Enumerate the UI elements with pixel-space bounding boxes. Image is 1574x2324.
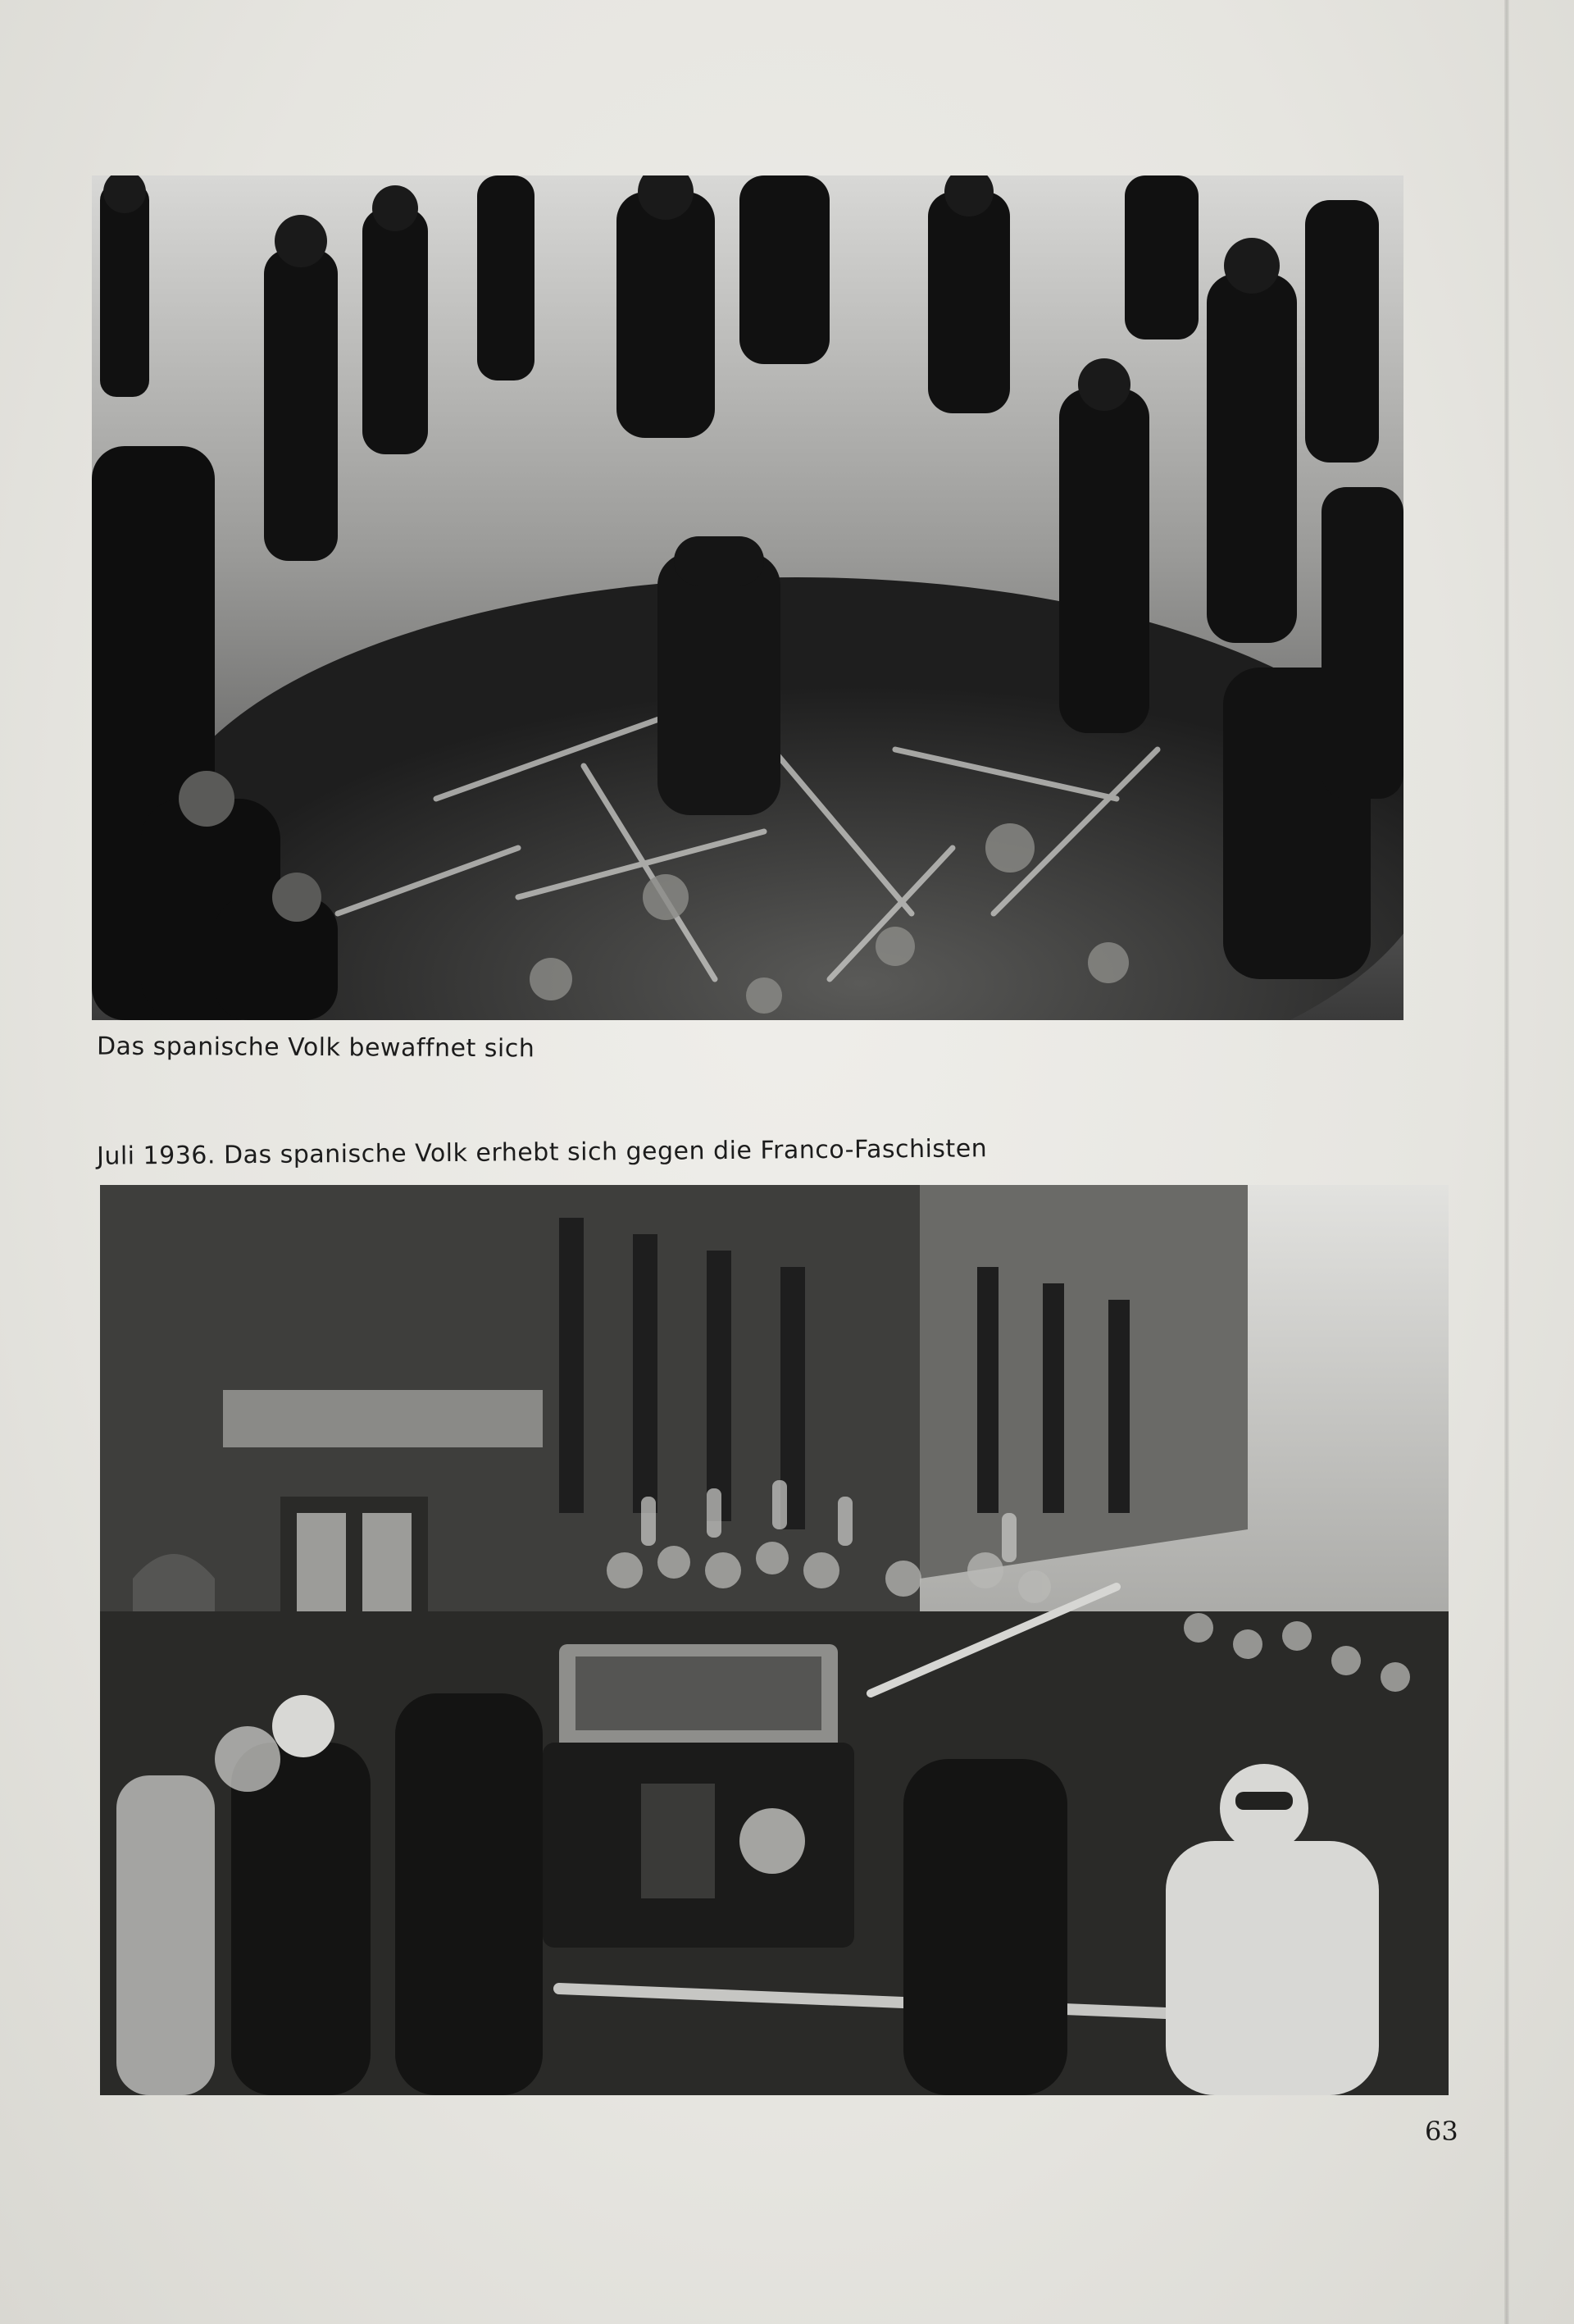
photo-caption-uprising: Juli 1936. Das spanische Volk erhebt sich gegen die Franco-Faschisten	[96, 1134, 988, 1171]
photo-caption-arming: Das spanische Volk bewaffnet sich	[96, 1032, 535, 1064]
photo-street-uprising	[100, 1185, 1449, 2095]
page-crease	[1504, 0, 1509, 2324]
photo-people-arming	[92, 175, 1403, 1020]
page-number: 63	[1425, 2116, 1458, 2147]
